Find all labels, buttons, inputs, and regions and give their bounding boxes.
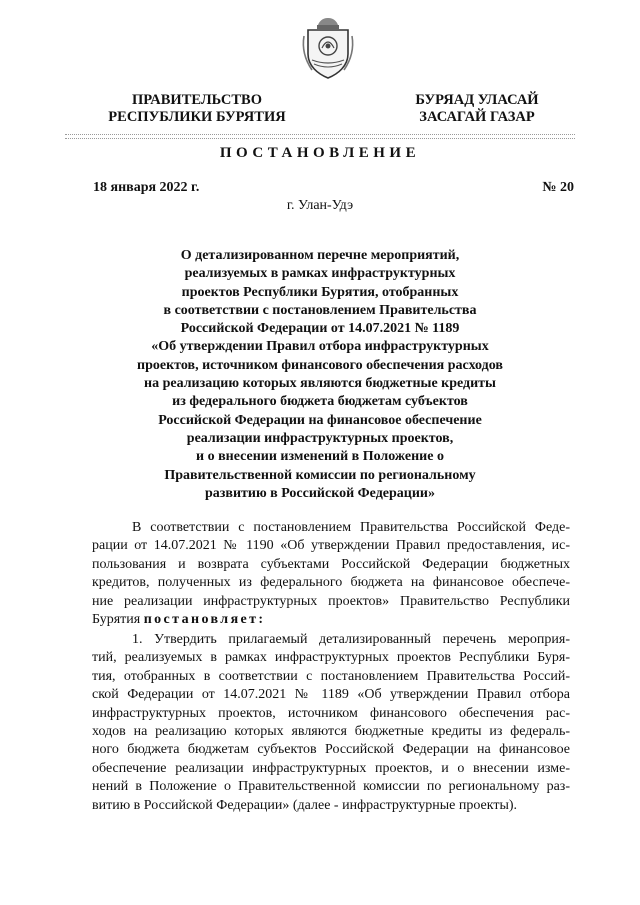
paragraph-preamble [92, 519, 570, 629]
document-type: ПОСТАНОВЛЕНИЕ [219, 145, 421, 161]
body-line: 1. Утвердить прилагаемый детализированный перечень мероприя- [132, 632, 570, 647]
document-city: г. Улан-Удэ [286, 198, 354, 213]
body-line: обеспечение реализации инфраструктурных проектов, и о внесении изме- [92, 760, 570, 776]
title-line: на реализацию которых являются бюджетные кредиты [144, 376, 496, 392]
title-line: из федерального бюджета бюджетам субъектов [172, 394, 468, 410]
body-line: пользования и возврата субъектами Российской Федерации бюджетных [92, 556, 570, 572]
body-line: витию в Российской Федерации» (далее - инфраструктурные проекты). [92, 797, 518, 813]
header-divider-second [65, 138, 575, 139]
header-divider [65, 134, 575, 135]
government-name-buryat [392, 92, 562, 126]
body-line-resolution [92, 611, 570, 629]
title-line: Российской Федерации на финансовое обеспечение [158, 412, 482, 428]
body-line: кредитов, полученных из федерального бюджета на финансовое обеспече- [92, 575, 570, 591]
title-line: «Об утверждении Правил отбора инфраструктурных [151, 339, 489, 355]
title-line: Российской Федерации от 14.07.2021 № 1189 [180, 321, 460, 337]
title-line: и о внесении изменений в Положение о [196, 449, 444, 465]
body-line: рации от 14.07.2021 № 1190 «Об утверждении Правил предоставления, ис- [92, 538, 570, 554]
org-left-line-2: РЕСПУБЛИКИ БУРЯТИЯ [108, 109, 286, 125]
org-left-line-1: ПРАВИТЕЛЬСТВО [132, 92, 262, 108]
body-line: тия, отобранных в соответствии с постановлением Правительства Россий- [92, 668, 570, 684]
paragraph-item-1 [92, 631, 570, 815]
document-title [100, 247, 540, 503]
title-line: реализуемых в рамках инфраструктурных [184, 266, 456, 282]
body-line-prefix: Бурятия [92, 612, 141, 628]
title-line: проектов, источником финансового обеспечения расходов [137, 357, 503, 373]
document-number: № 20 [542, 180, 574, 195]
body-line: инфраструктурных проектов, источником финансового обеспечения рас- [92, 705, 570, 721]
body-line: тий, реализуемых в рамках инфраструктурных проектов Республики Буря- [92, 650, 570, 666]
body-line: В соответствии с постановлением Правительства Российской Феде- [132, 520, 570, 535]
government-name-russian [92, 92, 302, 126]
title-line: развитию в Российской Федерации» [204, 485, 435, 501]
title-line: О детализированном перечне мероприятий, [180, 248, 460, 263]
org-right-line-1: БУРЯАД УЛАСАЙ [415, 92, 539, 108]
document-date: 18 января 2022 г. [93, 180, 200, 195]
body-line: ходов на реализацию которых являются бюджетные кредиты из федераль- [92, 724, 570, 740]
resolves-keyword: постановляет: [143, 612, 266, 628]
body-line: нений в Положение о Правительственной комиссии по региональному раз- [92, 779, 570, 795]
org-right-line-2: ЗАСАГАЙ ГАЗАР [419, 109, 535, 125]
title-line: реализации инфраструктурных проектов, [186, 430, 454, 446]
body-line: ской Федерации от 14.07.2021 № 1189 «Об утверждении Правил отбора [92, 687, 570, 703]
coat-of-arms-icon [300, 12, 356, 80]
title-line: Правительственной комиссии по региональному [164, 467, 476, 483]
body-line: ние реализации инфраструктурных проектов» Правительство Республики [92, 593, 570, 609]
body-line: ного бюджета бюджетам субъектов Российской Федерации на финансовое [92, 742, 570, 758]
title-line: проектов Республики Бурятия, отобранных [181, 284, 459, 300]
title-line: в соответствии с постановлением Правительства [163, 302, 477, 318]
